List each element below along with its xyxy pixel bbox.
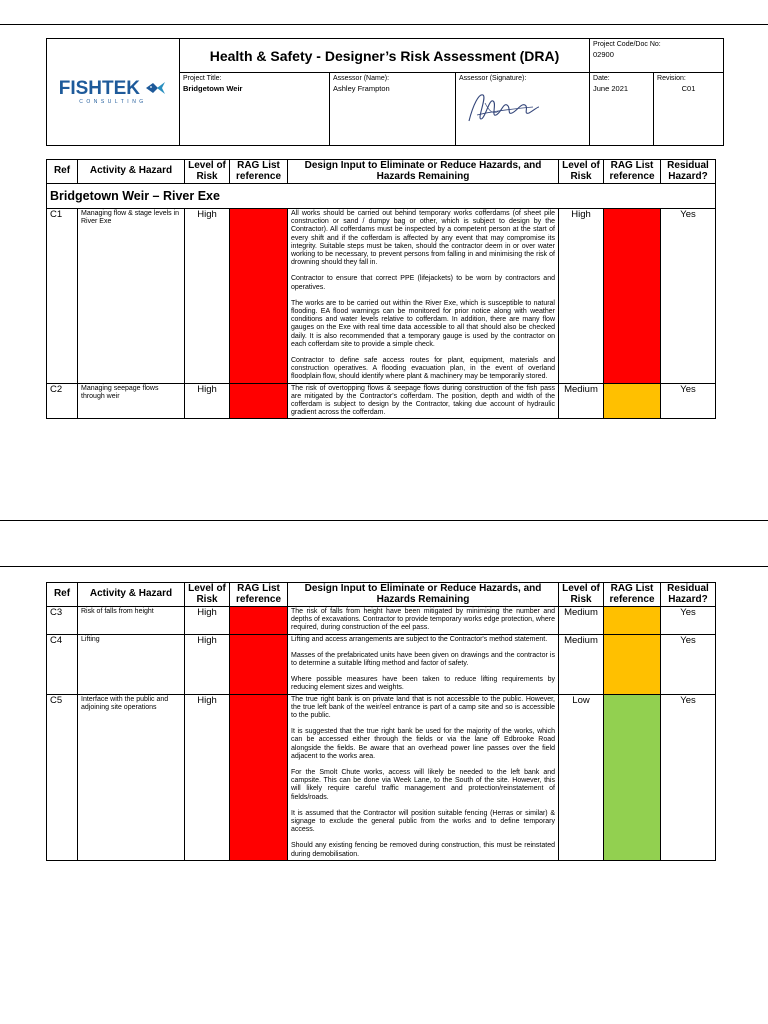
residual-level-of-risk: Low: [559, 694, 604, 860]
col-header-level-after: Level of Risk: [559, 160, 604, 184]
col-header-level-after: Level of Risk: [559, 583, 604, 607]
col-header-design: Design Input to Eliminate or Reduce Hazards, and Hazards Remaining: [288, 160, 559, 184]
level-of-risk: High: [185, 694, 230, 860]
level-of-risk: High: [185, 607, 230, 635]
project-title-value: Bridgetown Weir: [183, 84, 243, 93]
design-input: [288, 209, 559, 384]
rag-indicator: [230, 607, 288, 635]
activity-hazard: Lifting: [78, 634, 185, 694]
col-header-activity: Activity & Hazard: [78, 160, 185, 184]
assessor-signature: [463, 85, 543, 129]
activity-hazard: Managing seepage flows through weir: [78, 383, 185, 419]
col-header-activity: Activity & Hazard: [78, 583, 185, 607]
design-paragraph: Lifting and access arrangements are subject to the Contractor's method statement.: [291, 635, 548, 643]
design-paragraph: Where possible measures have been taken to reduce lifting requirements by reducing element sizes and weights.: [291, 676, 555, 692]
section-title: Bridgetown Weir – River Exe: [47, 184, 716, 209]
revision-value: C01: [681, 84, 696, 93]
project-title-label: Project Title:: [183, 75, 222, 82]
col-header-level: Level of Risk: [185, 160, 230, 184]
design-input: [288, 634, 559, 694]
residual-rag-indicator: [604, 383, 661, 419]
project-title-cell: [180, 73, 330, 146]
revision-cell: [654, 73, 724, 146]
table-header-row: [47, 160, 716, 184]
page-divider-middle-2: [0, 566, 768, 567]
risk-row-c1: [47, 209, 716, 384]
risk-ref: C2: [47, 383, 78, 419]
risk-table-page-1: [46, 159, 716, 419]
design-paragraph: The works are to be carried out within the River Exe, which is susceptible to natural flooding. EA flood warnings can be monitored for prior notice along with weather conditions and water levels relative to cofferdam. In addition, there are many flow gauges on the Exe with real time data accessible to all that should also be checked daily. It is also recommended that a temporary gauge is used by the contractor on each cofferdam site to provide a simple check.: [291, 299, 555, 348]
residual-rag-indicator: [604, 694, 661, 860]
date-cell: [590, 73, 654, 146]
risk-table-page-2: [46, 582, 716, 861]
assessor-name-value: Ashley Frampton: [333, 84, 390, 93]
design-input: [288, 607, 559, 635]
design-paragraph: For the Smolt Chute works, access will likely be needed to the left bank and campsite. This can be done via Week Lane, to the South of the site. However, this will likely require careful traffic management and protection/reinstatement of fields/roads.: [291, 769, 555, 801]
design-input: [288, 383, 559, 419]
design-input: [288, 694, 559, 860]
design-paragraph: It is assumed that the Contractor will position suitable fencing (Herras or similar) & signage to exclude the general public from the works and to define temporary access.: [291, 809, 555, 834]
residual-rag-indicator: [604, 607, 661, 635]
residual-level-of-risk: Medium: [559, 634, 604, 694]
residual-level-of-risk: High: [559, 209, 604, 384]
section-row: [47, 184, 716, 209]
col-header-residual: Residual Hazard?: [661, 160, 716, 184]
document-header: [46, 38, 724, 146]
col-header-rag-after: RAG List reference: [604, 160, 661, 184]
project-code-value: 02900: [593, 50, 614, 59]
design-paragraph: The risk of falls from height have been mitigated by minimising the number and depths of excavations. Contractor to provide temporary works edge protection, where required, during construction of the eel pass.: [291, 608, 555, 632]
risk-ref: C5: [47, 694, 78, 860]
residual-hazard: Yes: [661, 634, 716, 694]
design-paragraph: Masses of the prefabricated units have been given on drawings and the contractor is to determine a suitable lifting method and factor of safety.: [291, 651, 555, 668]
assessor-signature-cell: [456, 73, 590, 146]
revision-label: Revision:: [657, 75, 686, 82]
design-paragraph: Contractor to ensure that correct PPE (lifejackets) to be worn by contractors and operatives.: [291, 275, 555, 291]
risk-row-c4: [47, 634, 716, 694]
risk-row-c3: [47, 607, 716, 635]
residual-rag-indicator: [604, 209, 661, 384]
col-header-level: Level of Risk: [185, 583, 230, 607]
design-paragraph: The risk of overtopping flows & seepage flows during construction of the fish pass are mitigated by the Contractor's cofferdam. The position, depth and width of the cofferdam is subject to design by the Contractor, taking due account of hydraulic gradient across the cofferdam.: [291, 384, 555, 417]
fish-logo-icon: [145, 81, 167, 95]
date-value: June 2021: [593, 84, 629, 93]
rag-indicator: [230, 209, 288, 384]
project-code-label: Project Code/Doc No:: [593, 41, 661, 48]
residual-level-of-risk: Medium: [559, 383, 604, 419]
residual-level-of-risk: Medium: [559, 607, 604, 635]
design-paragraph: The true right bank is on private land that is not accessible to the public. However, the true left bank of the weir/eel entrance is part of a camp site and so is accessible to the public.: [291, 695, 555, 720]
residual-hazard: Yes: [661, 607, 716, 635]
col-header-ref: Ref: [47, 583, 78, 607]
risk-ref: C4: [47, 634, 78, 694]
risk-ref: C1: [47, 209, 78, 384]
rag-indicator: [230, 383, 288, 419]
rag-indicator: [230, 694, 288, 860]
residual-hazard: Yes: [661, 209, 716, 384]
design-paragraph: It is suggested that the true right bank be used for the majority of the works, which can be accessed either through the fields or via the lane off Edbrooke Road alongside the fields. Be aware that an overhead power line passes over the field adjacent to the works area.: [291, 728, 555, 760]
date-label: Date:: [593, 75, 610, 82]
risk-row-c5: [47, 694, 716, 860]
level-of-risk: High: [185, 634, 230, 694]
rag-indicator: [230, 634, 288, 694]
level-of-risk: High: [185, 383, 230, 419]
level-of-risk: High: [185, 209, 230, 384]
risk-ref: C3: [47, 607, 78, 635]
logo-subtitle: CONSULTING: [79, 99, 147, 105]
logo-wordmark: FISHTEK: [58, 78, 140, 99]
design-paragraph: All works should be carried out behind temporary works cofferdams (of sheet pile construction or sand / dumpy bag or other, which is subject to design by the Contractor). All cofferdams must be inspected by a competent person at the start of every shift and if the cofferdam is affected by any event that may compromise its integrity. Suitable steps must be taken, should the contractor deem in or over water working to be necessary, to prevent persons from falling in and minimising the risk of drowning should they fall in.: [291, 210, 555, 267]
residual-rag-indicator: [604, 634, 661, 694]
col-header-rag: RAG List reference: [230, 583, 288, 607]
col-header-rag: RAG List reference: [230, 160, 288, 184]
company-logo: [47, 39, 180, 146]
table-header-row: [47, 583, 716, 607]
residual-hazard: Yes: [661, 383, 716, 419]
assessor-name-label: Assessor (Name):: [333, 75, 390, 82]
col-header-design: Design Input to Eliminate or Reduce Hazards, and Hazards Remaining: [288, 583, 559, 607]
col-header-rag-after: RAG List reference: [604, 583, 661, 607]
residual-hazard: Yes: [661, 694, 716, 860]
activity-hazard: Interface with the public and adjoining site operations: [78, 694, 185, 860]
design-paragraph: Contractor to define safe access routes for plant, equipment, materials and construction operatives. A flooding evacuation plan, in the event of overland floodplain flow, should identify where plant & machinery may be temporarily stored.: [291, 357, 555, 381]
activity-hazard: Managing flow & stage levels in River Exe: [78, 209, 185, 384]
project-code-cell: [590, 39, 724, 73]
design-paragraph: Should any existing fencing be removed during construction, this must be reinstated during demobilisation.: [291, 842, 555, 858]
page-divider-top: [0, 24, 768, 25]
assessor-signature-label: Assessor (Signature):: [459, 75, 527, 82]
risk-row-c2: [47, 383, 716, 419]
col-header-ref: Ref: [47, 160, 78, 184]
assessor-name-cell: [330, 73, 456, 146]
page-divider-middle-1: [0, 520, 768, 521]
col-header-residual: Residual Hazard?: [661, 583, 716, 607]
activity-hazard: Risk of falls from height: [78, 607, 185, 635]
document-title: Health & Safety - Designer’s Risk Assessment (DRA): [180, 39, 590, 73]
